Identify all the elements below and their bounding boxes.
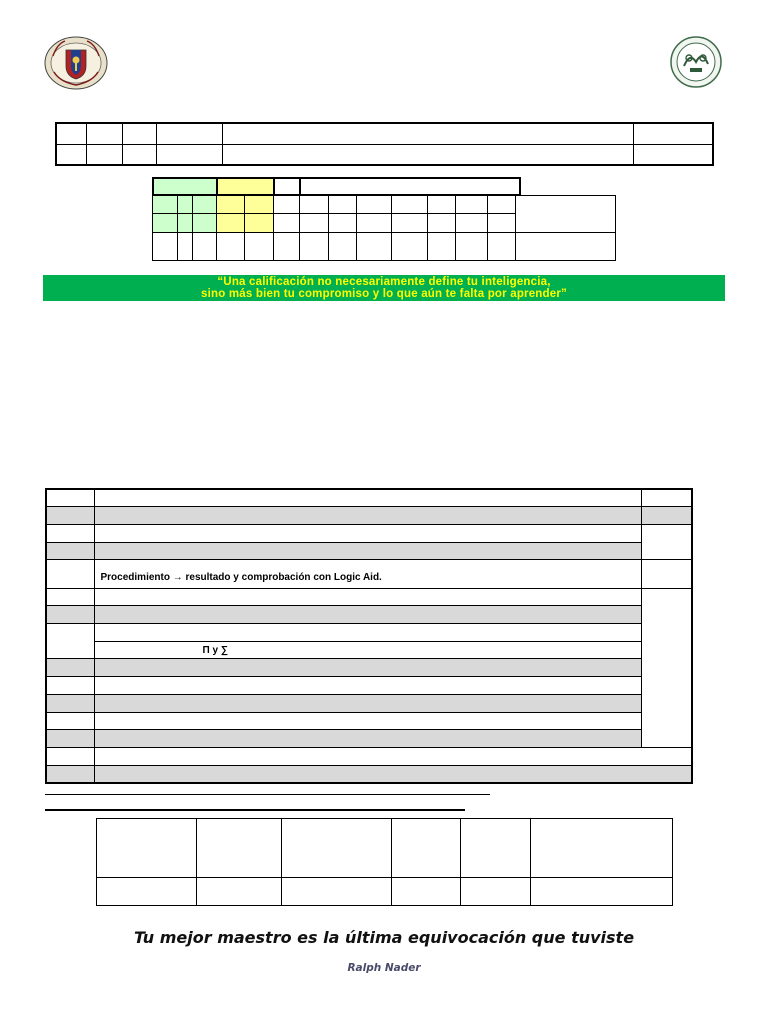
signature-line (45, 809, 465, 811)
header-cell (633, 123, 713, 144)
rubric-pi-sigma-text: Π y ∑ (94, 641, 641, 659)
grade-cell (392, 196, 428, 214)
rubric-row (46, 677, 692, 695)
university-seal-icon (44, 36, 108, 90)
score-summary-table (96, 818, 673, 906)
rubric-cell (94, 606, 641, 624)
grade-cell (456, 196, 488, 214)
rubric-row (46, 748, 692, 766)
grade-cell (217, 196, 245, 214)
rubric-cell (641, 588, 692, 747)
score-cell (197, 877, 282, 905)
rubric-cell (46, 694, 94, 712)
grade-cell (274, 214, 300, 233)
grade-grid-header (152, 177, 521, 196)
rubric-row (46, 560, 692, 588)
rubric-cell (94, 765, 692, 783)
grade-cell (274, 196, 300, 214)
score-cell (282, 877, 392, 905)
rubric-cell (94, 624, 641, 642)
grade-cell (178, 214, 193, 233)
rubric-cell (94, 712, 641, 730)
grade-header-cell-green (153, 178, 217, 195)
header-cell (156, 144, 222, 165)
quote-line-1: “Una calificación no necesariamente define tu inteligencia, (217, 276, 551, 288)
grade-cell (193, 233, 217, 261)
header-cell (222, 144, 633, 165)
rubric-cell (641, 524, 692, 559)
rubric-row (46, 507, 692, 525)
header-row (56, 123, 713, 144)
rubric-cell (46, 765, 94, 783)
header-cell (56, 123, 86, 144)
score-cell (531, 819, 673, 878)
rubric-procedure-text: Procedimiento → resultado y comprobación con Logic Aid. (94, 560, 641, 588)
rubric-cell (46, 624, 94, 659)
header-cell (86, 123, 122, 144)
footer-motto: Tu mejor maestro es la última equivocación que tuviste (133, 928, 635, 947)
rubric-cell (94, 677, 641, 695)
header-cell (86, 144, 122, 165)
grade-grid (152, 195, 616, 261)
grade-header-cell (274, 178, 300, 195)
grade-cell (245, 214, 274, 233)
header-cell (122, 123, 156, 144)
rubric-cell (46, 507, 94, 525)
grade-cell (153, 214, 178, 233)
header-cell (222, 123, 633, 144)
grade-cell (193, 214, 217, 233)
quote-banner (43, 275, 725, 301)
rubric-cell (46, 588, 94, 606)
rubric-cell (46, 606, 94, 624)
rubric-cell (641, 507, 692, 525)
rubric-cell (46, 677, 94, 695)
header-cell (122, 144, 156, 165)
rubric-cell (94, 588, 641, 606)
rubric-cell (46, 560, 94, 588)
grade-cell (392, 214, 428, 233)
rubric-row (46, 489, 692, 507)
grade-cell (357, 214, 392, 233)
rubric-row (46, 624, 692, 642)
rubric-row (46, 659, 692, 677)
rubric-cell (94, 507, 641, 525)
grade-cell (357, 196, 392, 214)
footer-author: Ralph Nader (347, 962, 421, 974)
grade-cell (456, 233, 488, 261)
header-cell (56, 144, 86, 165)
rubric-row (46, 588, 692, 606)
rubric-row (46, 542, 692, 560)
grade-cell (193, 196, 217, 214)
rubric-cell (46, 712, 94, 730)
rubric-cell (94, 542, 641, 560)
faculty-seal-icon (670, 36, 722, 88)
grade-cell (428, 214, 456, 233)
rubric-cell (46, 542, 94, 560)
rubric-cell (46, 524, 94, 542)
grade-cell (178, 196, 193, 214)
score-cell (97, 877, 197, 905)
score-cell (197, 819, 282, 878)
score-cell (461, 877, 531, 905)
grade-cell (300, 233, 329, 261)
grade-cell (329, 233, 357, 261)
header-info-table (55, 122, 714, 166)
rubric-cell (46, 748, 94, 766)
grade-cell (329, 196, 357, 214)
rubric-row (46, 641, 692, 659)
grade-cell (428, 196, 456, 214)
grade-cell (329, 214, 357, 233)
grade-cell (245, 233, 274, 261)
grade-cell (153, 233, 178, 261)
rubric-cell (94, 730, 641, 748)
header-cell (156, 123, 222, 144)
rubric-cell (46, 489, 94, 507)
header-row (56, 144, 713, 165)
rubric-cell (641, 560, 692, 588)
grade-cell (300, 214, 329, 233)
grade-cell (245, 196, 274, 214)
grade-cell (456, 214, 488, 233)
rubric-cell (46, 659, 94, 677)
grade-cell (153, 196, 178, 214)
score-cell (531, 877, 673, 905)
score-cell (392, 877, 461, 905)
rubric-cell (94, 524, 641, 542)
quote-line-2: sino más bien tu compromiso y lo que aún te falta por aprender” (201, 288, 567, 300)
rubric-row (46, 765, 692, 783)
grade-cell (488, 196, 516, 214)
rubric-row (46, 712, 692, 730)
score-cell (392, 819, 461, 878)
grade-header-cell-yellow (217, 178, 274, 195)
grade-cell (428, 233, 456, 261)
grade-cell (217, 233, 245, 261)
grade-cell (357, 233, 392, 261)
rubric-row (46, 694, 692, 712)
signature-line (45, 794, 490, 795)
rubric-row (46, 524, 692, 542)
rubric-row (46, 730, 692, 748)
rubric-cell (94, 694, 641, 712)
rubric-cell (641, 489, 692, 507)
rubric-cell (94, 489, 641, 507)
score-cell (282, 819, 392, 878)
grade-cell (488, 233, 516, 261)
rubric-table (45, 488, 693, 784)
grade-cell (217, 214, 245, 233)
score-cell (97, 819, 197, 878)
grade-total-cell (516, 196, 616, 233)
grade-cell (392, 233, 428, 261)
rubric-cell (46, 730, 94, 748)
rubric-cell (94, 748, 692, 766)
grade-cell (178, 233, 193, 261)
rubric-row (46, 606, 692, 624)
grade-cell (274, 233, 300, 261)
score-cell (461, 819, 531, 878)
grade-header-cell (300, 178, 520, 195)
grade-cell (300, 196, 329, 214)
header-cell (633, 144, 713, 165)
rubric-cell (94, 659, 641, 677)
grade-cell (488, 214, 516, 233)
grade-total-cell (516, 233, 616, 261)
